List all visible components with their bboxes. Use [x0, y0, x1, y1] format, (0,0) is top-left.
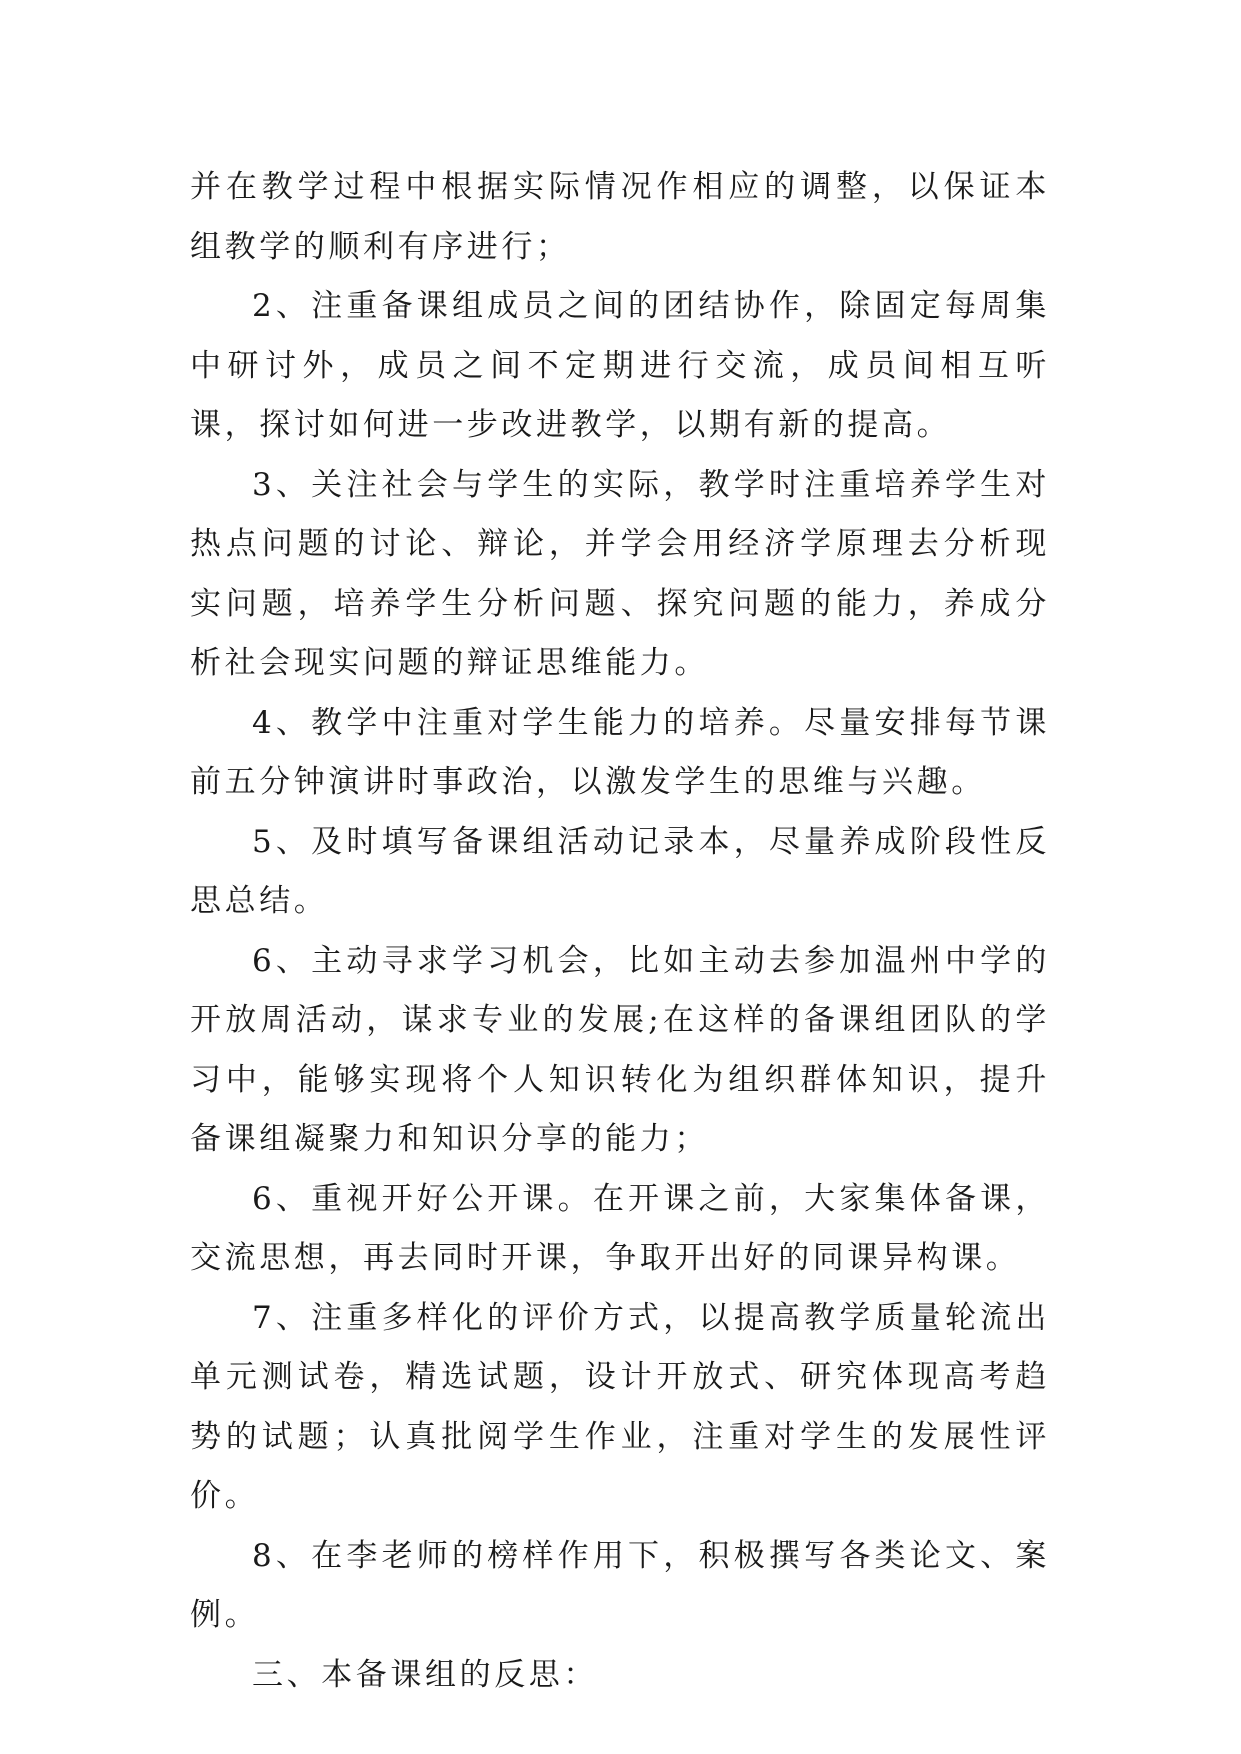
- paragraph-item-6b: 6、重视开好公开课。在开课之前，大家集体备课，交流思想，再去同时开课，争取开出好的同课异构课。: [190, 1180, 1050, 1276]
- paragraph-item-2: 2、注重备课组成员之间的团结协作，除固定每周集中研讨外，成员之间不定期进行交流，成员间相互听课，探讨如何进一步改进教学，以期有新的提高。: [190, 288, 1050, 443]
- paragraph-item-7: 7、注重多样化的评价方式，以提高教学质量轮流出单元测试卷，精选试题，设计开放式、研究体现高考趋势的试题；认真批阅学生作业，注重对学生的发展性评价。: [190, 1299, 1050, 1514]
- paragraph-item-3: 3、关注社会与学生的实际，教学时注重培养学生对热点问题的讨论、辩论，并学会用经济学原理去分析现实问题，培养学生分析问题、探究问题的能力，养成分析社会现实问题的辩证思维能力。: [190, 466, 1050, 681]
- paragraph-item-6a: 6、主动寻求学习机会，比如主动去参加温州中学的开放周活动，谋求专业的发展;在这样的备课组团队的学习中，能够实现将个人知识转化为组织群体知识，提升备课组凝聚力和知识分享的能力；: [190, 942, 1050, 1157]
- paragraph-item-8: 8、在李老师的榜样作用下，积极撰写各类论文、案例。: [190, 1537, 1050, 1633]
- document-body: [190, 158, 1050, 1705]
- paragraph-continuation: 并在教学过程中根据实际情况作相应的调整，以保证本组教学的顺利有序进行；: [190, 169, 1050, 265]
- paragraph-item-4: 4、教学中注重对学生能力的培养。尽量安排每节课前五分钟演讲时事政治，以激发学生的思维与兴趣。: [190, 704, 1050, 800]
- section-heading-reflection: 三、本备课组的反思：: [252, 1656, 598, 1693]
- paragraph-item-5: 5、及时填写备课组活动记录本，尽量养成阶段性反思总结。: [190, 823, 1050, 919]
